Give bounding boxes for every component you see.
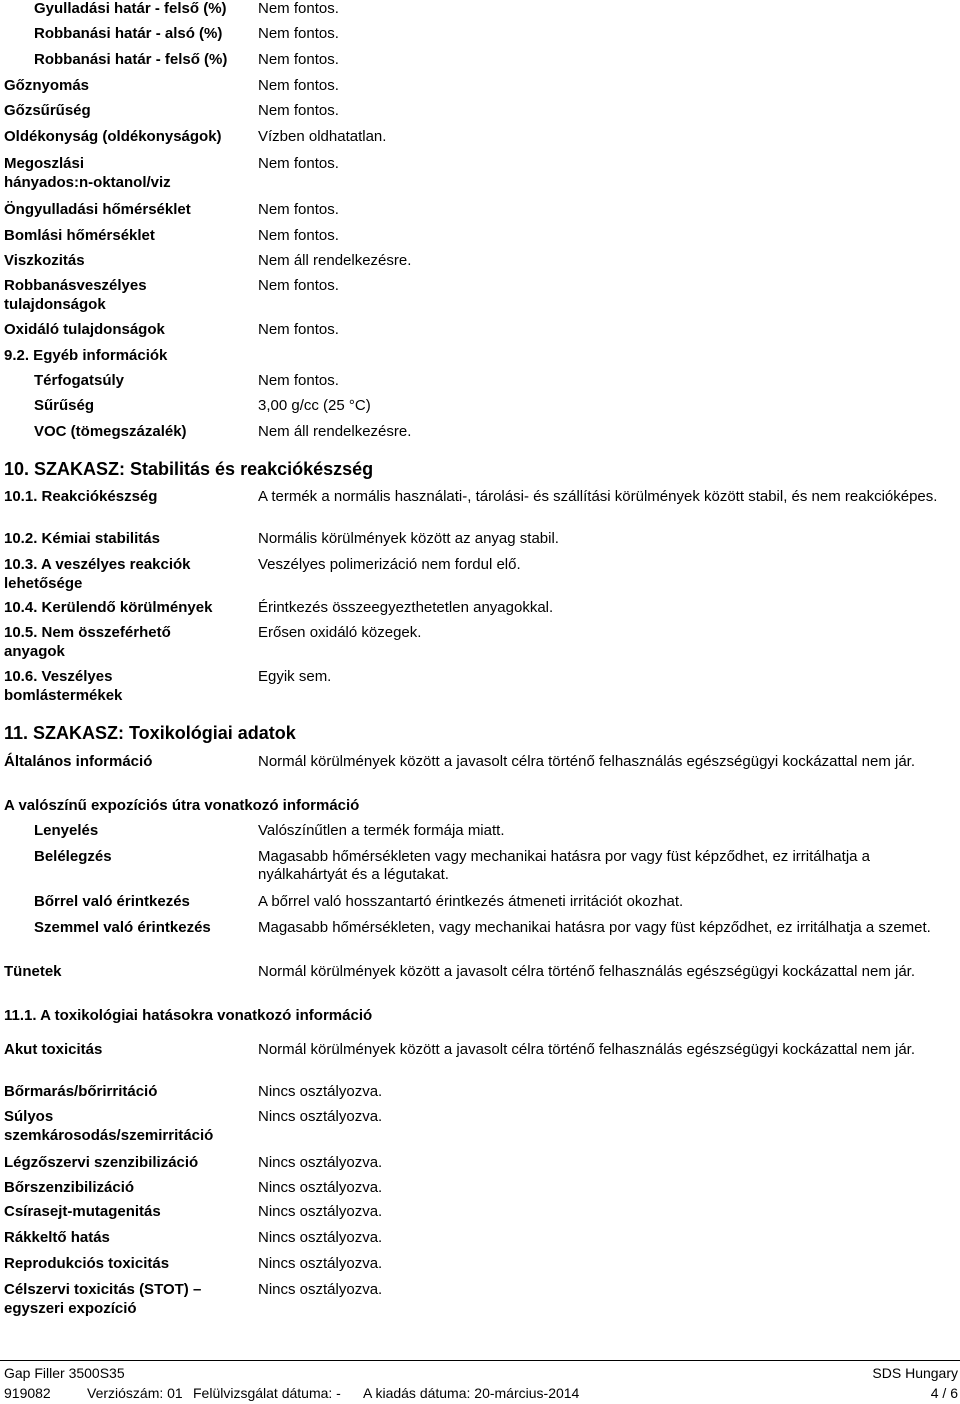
footer-page-number: 4 / 6 <box>930 1385 958 1401</box>
prop-label-lower-explosion: Robbanási határ - alsó (%) <box>34 25 223 42</box>
hazardous-reactions-label-line2: lehetősége <box>4 575 83 592</box>
decomposition-products-value: Egyik sem. <box>258 668 332 685</box>
hazardous-reactions-label-line1: 10.3. A veszélyes reakciók <box>4 556 191 573</box>
footer-code: 919082 <box>4 1385 51 1401</box>
prop-value-autoignition: Nem fontos. <box>258 201 339 218</box>
prop-label-upper-explosion: Robbanási határ - felső (%) <box>34 51 228 68</box>
prop-value-lower-explosion: Nem fontos. <box>258 25 339 42</box>
inhalation-value: Magasabb hőmérsékleten vagy mechanikai hatásra por vagy füst képződhet, ez irritálhatja a nyálkahártyát és a légutakat. <box>258 848 871 883</box>
prop-value-solubility: Vízben oldhatatlan. <box>258 128 387 145</box>
prop-label-oxidising: Oxidáló tulajdonságok <box>4 321 165 338</box>
conditions-avoid-label: 10.4. Kerülendő körülmények <box>4 599 213 616</box>
skin-corrosion-value: Nincs osztályozva. <box>258 1083 383 1100</box>
prop-label-explosive-line2: tulajdonságok <box>4 296 106 313</box>
prop-value-density: 3,00 g/cc (25 °C) <box>258 397 371 414</box>
exposure-heading: A valószínű expozíciós útra vonatkozó információ <box>4 797 360 814</box>
footer-divider <box>0 1360 960 1361</box>
resp-sensitisation-label: Légzőszervi szenzibilizáció <box>4 1154 199 1171</box>
resp-sensitisation-value: Nincs osztályozva. <box>258 1154 383 1171</box>
prop-label-voc: VOC (tömegszázalék) <box>34 423 187 440</box>
general-info-label: Általános információ <box>4 753 153 770</box>
ingestion-label: Lenyelés <box>34 822 99 839</box>
prop-value-oxidising: Nem fontos. <box>258 321 339 338</box>
prop-value-explosive: Nem fontos. <box>258 277 339 294</box>
prop-label-decomposition: Bomlási hőmérséklet <box>4 227 155 244</box>
mutagenicity-label: Csírasejt-mutagenitás <box>4 1203 161 1220</box>
hazardous-reactions-value: Veszélyes polimerizáció nem fordul elő. <box>258 556 521 573</box>
footer-doc-type: SDS Hungary <box>872 1365 958 1381</box>
footer-version: Verziószám: 01 <box>87 1385 183 1401</box>
prop-value-partition: Nem fontos. <box>258 155 339 172</box>
prop-label-partition-line1: Megoszlási <box>4 155 85 172</box>
prop-value-upper-flammability: Nem fontos. <box>258 0 339 17</box>
prop-label-explosive-line1: Robbanásveszélyes <box>4 277 147 294</box>
acute-toxicity-label: Akut toxicitás <box>4 1041 103 1058</box>
prop-label-solubility: Oldékonyság (oldékonyságok) <box>4 128 222 145</box>
prop-value-viscosity: Nem áll rendelkezésre. <box>258 252 412 269</box>
reactivity-label: 10.1. Reakciókészség <box>4 488 158 505</box>
prop-value-bulk-density: Nem fontos. <box>258 372 339 389</box>
prop-label-density: Sűrűség <box>34 397 95 414</box>
prop-value-upper-explosion: Nem fontos. <box>258 51 339 68</box>
ingestion-value: Valószínűtlen a termék formája miatt. <box>258 822 505 839</box>
inhalation-label: Belélegzés <box>34 848 112 865</box>
prop-value-vapour-density: Nem fontos. <box>258 102 339 119</box>
eye-damage-label-line2: szemkárosodás/szemirritáció <box>4 1127 214 1144</box>
prop-label-vapour-density: Gőzsűrűség <box>4 102 91 119</box>
acute-toxicity-value: Normál körülmények között a javasolt célra történő felhasználás egészségügyi kockázattal nem jár. <box>258 1041 915 1058</box>
stability-value: Normális körülmények között az anyag stabil. <box>258 530 559 547</box>
other-info-heading: 9.2. Egyéb információk <box>4 347 168 364</box>
incompatible-label-line1: 10.5. Nem összeférhető <box>4 624 171 641</box>
stot-value: Nincs osztályozva. <box>258 1281 383 1298</box>
prop-label-bulk-density: Térfogatsúly <box>34 372 125 389</box>
skin-contact-label: Bőrrel való érintkezés <box>34 893 190 910</box>
prop-value-decomposition: Nem fontos. <box>258 227 339 244</box>
footer-revision-date: Felülvizsgálat dátuma: - <box>193 1385 341 1401</box>
eye-damage-value: Nincs osztályozva. <box>258 1108 383 1125</box>
prop-label-autoignition: Öngyulladási hőmérséklet <box>4 201 191 218</box>
eye-contact-label: Szemmel való érintkezés <box>34 919 211 936</box>
prop-value-vapour-pressure: Nem fontos. <box>258 77 339 94</box>
skin-sensitisation-value: Nincs osztályozva. <box>258 1179 383 1196</box>
carcinogenicity-label: Rákkeltő hatás <box>4 1229 110 1246</box>
eye-contact-value: Magasabb hőmérsékleten, vagy mechanikai hatásra por vagy füst képződhet, ez irritálhatja a szemet. <box>258 919 931 936</box>
decomposition-products-label-line1: 10.6. Veszélyes <box>4 668 113 685</box>
prop-label-partition-line2: hányados:n-oktanol/viz <box>4 174 171 191</box>
stability-label: 10.2. Kémiai stabilitás <box>4 530 160 547</box>
tox-effects-heading: 11.1. A toxikológiai hatásokra vonatkozó információ <box>4 1007 373 1024</box>
skin-sensitisation-label: Bőrszenzibilizáció <box>4 1179 135 1196</box>
prop-label-viscosity: Viszkozitás <box>4 252 85 269</box>
prop-label-upper-flammability: Gyulladási határ - felső (%) <box>34 0 227 17</box>
mutagenicity-value: Nincs osztályozva. <box>258 1203 383 1220</box>
decomposition-products-label-line2: bomlástermékek <box>4 687 123 704</box>
prop-label-vapour-pressure: Gőznyomás <box>4 77 90 94</box>
skin-contact-value: A bőrrel való hosszantartó érintkezés átmeneti irritációt okozhat. <box>258 893 684 910</box>
stot-label-line1: Célszervi toxicitás (STOT) – <box>4 1281 202 1298</box>
conditions-avoid-value: Érintkezés összeegyezthetetlen anyagokkal. <box>258 599 554 616</box>
footer-issue-date: A kiadás dátuma: 20-március-2014 <box>363 1385 580 1401</box>
prop-value-voc: Nem áll rendelkezésre. <box>258 423 412 440</box>
section-11-title: 11. SZAKASZ: Toxikológiai adatok <box>4 723 296 743</box>
carcinogenicity-value: Nincs osztályozva. <box>258 1229 383 1246</box>
symptoms-value: Normál körülmények között a javasolt célra történő felhasználás egészségügyi kockázattal nem jár. <box>258 963 915 980</box>
stot-label-line2: egyszeri expozíció <box>4 1300 137 1317</box>
general-info-value: Normál körülmények között a javasolt célra történő felhasználás egészségügyi kockázattal nem jár. <box>258 753 915 770</box>
incompatible-value: Erősen oxidáló közegek. <box>258 624 422 641</box>
reproductive-toxicity-value: Nincs osztályozva. <box>258 1255 383 1272</box>
skin-corrosion-label: Bőrmarás/bőrirritáció <box>4 1083 158 1100</box>
section-10-title: 10. SZAKASZ: Stabilitás és reakciókészség <box>4 459 374 479</box>
reactivity-value: A termék a normális használati-, tárolási- és szállítási körülmények között stabil, és nem reakcióképes. <box>258 488 938 505</box>
incompatible-label-line2: anyagok <box>4 643 65 660</box>
eye-damage-label-line1: Súlyos <box>4 1108 54 1125</box>
footer-product: Gap Filler 3500S35 <box>4 1365 125 1381</box>
symptoms-label: Tünetek <box>4 963 62 980</box>
reproductive-toxicity-label: Reprodukciós toxicitás <box>4 1255 170 1272</box>
